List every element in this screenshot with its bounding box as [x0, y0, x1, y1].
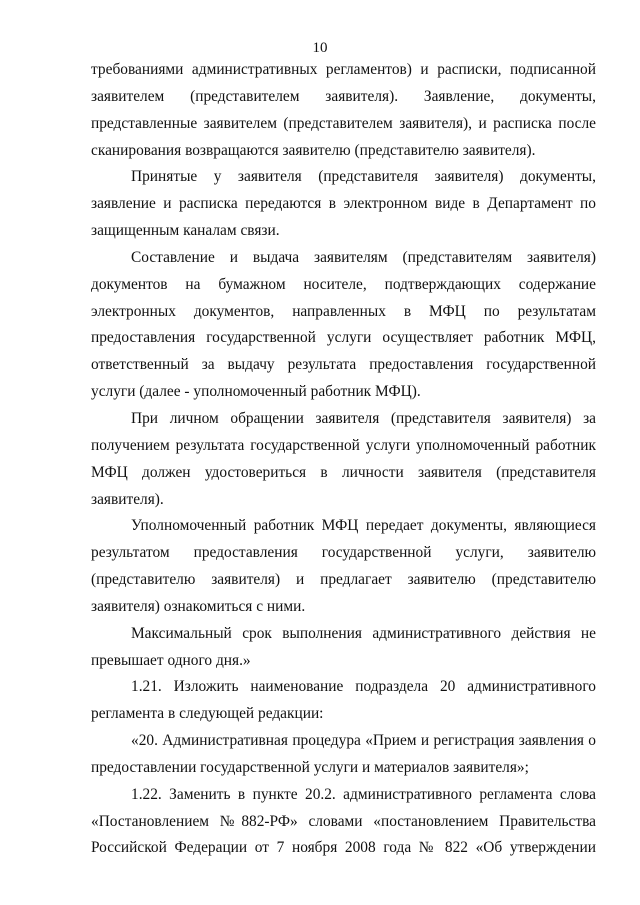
paragraph-documents-transfer: Принятые у заявителя (представителя заявителя) документы, заявление и расписка передаются в электронном виде в Департамент по защищенным каналам связи.: [91, 168, 596, 240]
paragraph-personal-appeal: При личном обращении заявителя (представителя заявителя) за получением результата государственной услуги уполномоченный работник МФЦ должен удостовериться в личности заявителя (представителя заявителя).: [91, 409, 596, 508]
paragraph-continuation: требованиями административных регламентов) и расписки, подписанной заявителем (представителем заявителя). Заявление, документы, представленные заявителем (представителем заявителя), и расписка после сканирования возвращаются заявителю (представителю заявителя).: [91, 61, 596, 159]
paragraph-document-handover: Уполномоченный работник МФЦ передает документы, являющиеся результатом предоставления государственной услуги, заявителю (представителю заявителя) и предлагает заявителю (представителю заявителя) ознакомиться с ними.: [91, 517, 596, 615]
paragraph-subsection-20-title: «20. Административная процедура «Прием и регистрация заявления о предоставлении государственной услуги и материалов заявителя»;: [91, 732, 596, 776]
paragraph-item-1-21: 1.21. Изложить наименование подраздела 20 административного регламента в следующей редакции:: [91, 678, 596, 723]
paragraph-item-1-22: 1.22. Заменить в пункте 20.2. административного регламента слова «Постановлением №882-РФ» словами «постановлением Правительства Российской Федерации от 7 ноября 2008 года № 822 «Об утверждении: [91, 785, 596, 857]
document-body: [91, 57, 596, 862]
paragraph-paper-documents: Составление и выдача заявителям (представителям заявителя) документов на бумажном носителе, подтверждающих содержание электронных документов, направленных в МФЦ по результатам предоставления государственной услуги осуществляет работник МФЦ, ответственный за выдачу результата предоставления государственной услуги (далее - уполномоченный работник МФЦ).: [91, 248, 596, 401]
page-number: 10: [312, 40, 328, 56]
paragraph-max-duration: Максимальный срок выполнения административного действия не превышает одного дня.»: [91, 624, 596, 669]
